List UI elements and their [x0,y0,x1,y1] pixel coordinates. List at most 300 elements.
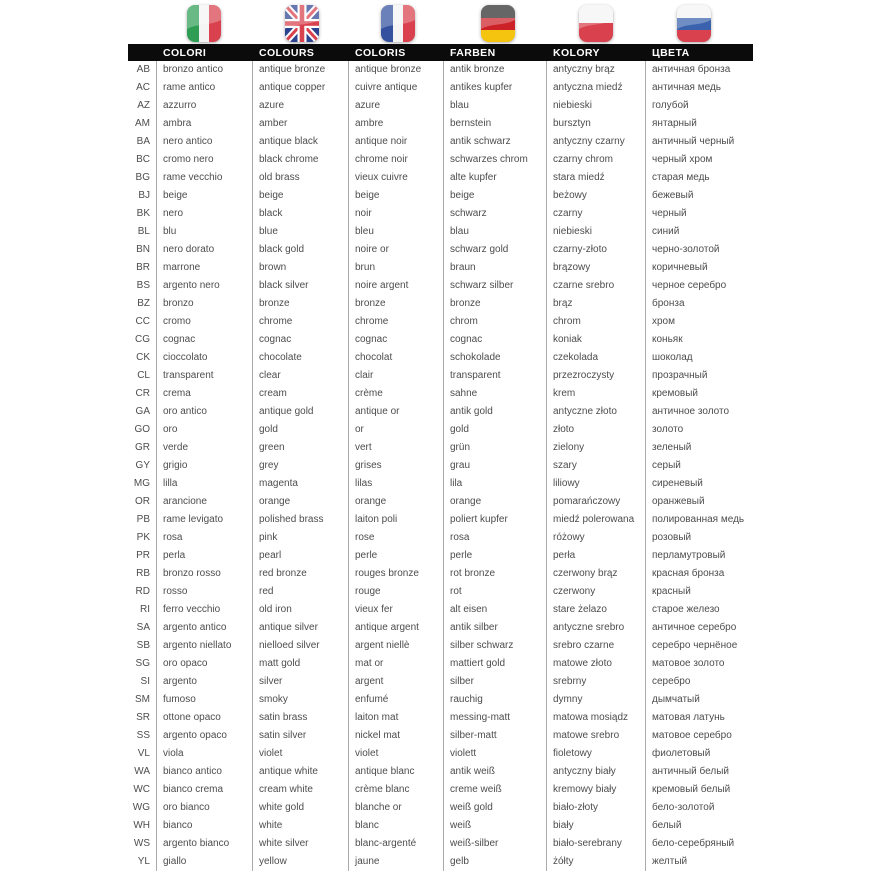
english-cell: azure [253,97,349,115]
english-cell: cream [253,385,349,403]
english-cell: gold [253,421,349,439]
english-cell: chrome [253,313,349,331]
french-cell: clair [349,367,444,385]
italian-cell: cognac [157,331,253,349]
code-cell: WA [128,763,157,781]
italian-cell: bronzo rosso [157,565,253,583]
russian-cell: античный белый [652,766,729,777]
code-cell: BG [128,169,157,187]
french-cell: bleu [349,223,444,241]
italian-cell: argento opaco [157,727,253,745]
table-row [128,529,875,547]
german-cell: silber-matt [444,727,547,745]
english-cell: old iron [253,601,349,619]
polish-cell: czerwony [547,583,646,601]
table-row [128,835,875,853]
italian-cell: cromo [157,313,253,331]
french-cell: cuivre antique [349,79,444,97]
french-cell: orange [349,493,444,511]
color-translations-table [128,61,875,871]
italian-cell: blu [157,223,253,241]
table-row [128,439,875,457]
russian-cell: прозрачный [652,370,708,381]
polish-cell: czerwony brąz [547,565,646,583]
german-cell: sahne [444,385,547,403]
french-cell: crème blanc [349,781,444,799]
german-cell: rauchig [444,691,547,709]
russian-cell: старая медь [652,172,710,183]
italian-cell: giallo [157,853,253,871]
russia-flag-icon [677,5,711,42]
table-row [128,583,875,601]
french-cell: cognac [349,331,444,349]
italian-cell: bronzo antico [157,61,253,79]
polish-cell: antyczny biały [547,763,646,781]
english-cell: red [253,583,349,601]
english-cell: black [253,205,349,223]
code-cell: CG [128,331,157,349]
polish-cell: czarny-złoto [547,241,646,259]
russian-cell: желтый [652,856,688,867]
english-cell: cream white [253,781,349,799]
polish-cell: pomarańczowy [547,493,646,511]
french-cell: lilas [349,475,444,493]
polish-cell: przezroczysty [547,367,646,385]
code-cell: GR [128,439,157,457]
table-row [128,295,875,313]
german-cell: antikes kupfer [444,79,547,97]
column-header-kolory: KOLORY [553,46,600,59]
german-cell: perle [444,547,547,565]
code-cell: VL [128,745,157,763]
table-row [128,349,875,367]
english-cell: pearl [253,547,349,565]
russian-cell: хром [652,316,675,327]
polish-cell: stara miedź [547,169,646,187]
german-cell: messing-matt [444,709,547,727]
french-cell: brun [349,259,444,277]
french-cell: noir [349,205,444,223]
english-cell: bronze [253,295,349,313]
code-cell: BJ [128,187,157,205]
german-cell: alte kupfer [444,169,547,187]
polish-cell: niebieski [547,97,646,115]
russian-cell: фиолетовый [652,748,711,759]
column-header-colours: COLOURS [259,46,315,59]
german-cell: gelb [444,853,547,871]
german-cell: gold [444,421,547,439]
table-header-bar [128,44,753,61]
english-cell: antique bronze [253,61,349,79]
english-cell: orange [253,493,349,511]
english-cell: yellow [253,853,349,871]
german-cell: orange [444,493,547,511]
french-cell: rose [349,529,444,547]
code-cell: BL [128,223,157,241]
english-cell: antique silver [253,619,349,637]
french-cell: antique blanc [349,763,444,781]
italian-cell: bronzo [157,295,253,313]
german-cell: schwarz [444,205,547,223]
english-cell: white silver [253,835,349,853]
russian-cell: античная бронза [652,64,731,75]
german-cell: bernstein [444,115,547,133]
italian-cell: nero dorato [157,241,253,259]
table-row [128,169,875,187]
french-cell: violet [349,745,444,763]
russian-cell: античный черный [652,136,735,147]
polish-cell: antyczny brąz [547,61,646,79]
italian-cell: oro [157,421,253,439]
table-row [128,151,875,169]
table-row [128,853,875,871]
column-header-farben: FARBEN [450,46,496,59]
english-cell: pink [253,529,349,547]
italian-cell: verde [157,439,253,457]
polish-cell: czarne srebro [547,277,646,295]
french-cell: noire argent [349,277,444,295]
german-cell: cognac [444,331,547,349]
russian-cell: черно-золотой [652,244,720,255]
italian-cell: ferro vecchio [157,601,253,619]
italian-cell: marrone [157,259,253,277]
russian-cell: старое железо [652,604,720,615]
russian-cell: синий [652,226,680,237]
polish-cell: beżowy [547,187,646,205]
french-cell: bronze [349,295,444,313]
table-row [128,655,875,673]
english-cell: white gold [253,799,349,817]
english-cell: satin brass [253,709,349,727]
polish-cell: bursztyn [547,115,646,133]
german-cell: weiß [444,817,547,835]
french-cell: vert [349,439,444,457]
french-cell: beige [349,187,444,205]
polish-cell: liliowy [547,475,646,493]
italian-cell: rame levigato [157,511,253,529]
russian-cell: матовая латунь [652,712,725,723]
table-row [128,475,875,493]
russian-cell: янтарный [652,118,697,129]
russian-cell: полированная медь [652,514,745,525]
code-cell: SS [128,727,157,745]
french-cell: blanc-argenté [349,835,444,853]
france-flag-icon [381,5,415,42]
italian-cell: argento antico [157,619,253,637]
italian-cell: argento niellato [157,637,253,655]
polish-cell: matowe złoto [547,655,646,673]
polish-cell: srebrny [547,673,646,691]
russian-cell: золото [652,424,684,435]
russian-cell: серый [652,460,681,471]
polish-cell: kremowy biały [547,781,646,799]
italian-cell: cromo nero [157,151,253,169]
polish-cell: dymny [547,691,646,709]
french-cell: rouges bronze [349,565,444,583]
german-cell: creme weiß [444,781,547,799]
polish-cell: biało-serebrany [547,835,646,853]
polish-cell: czekolada [547,349,646,367]
russian-cell: розовый [652,532,692,543]
italian-cell: lilla [157,475,253,493]
italian-cell: bianco crema [157,781,253,799]
italian-cell: bianco [157,817,253,835]
column-header-coloris: COLORIS [355,46,406,59]
german-cell: grün [444,439,547,457]
italian-cell: beige [157,187,253,205]
table-row [128,817,875,835]
french-cell: crème [349,385,444,403]
german-cell: bronze [444,295,547,313]
column-header-colori: COLORI [163,46,207,59]
code-cell: BR [128,259,157,277]
italian-cell: ottone opaco [157,709,253,727]
english-cell: blue [253,223,349,241]
polish-cell: chrom [547,313,646,331]
english-cell: black silver [253,277,349,295]
code-cell: RD [128,583,157,601]
russian-cell: бежевый [652,190,694,201]
table-row [128,565,875,583]
italian-cell: ambra [157,115,253,133]
table-row [128,277,875,295]
french-cell: ambre [349,115,444,133]
english-cell: black gold [253,241,349,259]
russian-cell: серебро чернёное [652,640,738,651]
polish-cell: krem [547,385,646,403]
italian-cell: rosa [157,529,253,547]
table-row [128,187,875,205]
polish-cell: perła [547,547,646,565]
table-row [128,493,875,511]
polish-cell: złoto [547,421,646,439]
table-row [128,223,875,241]
english-cell: white [253,817,349,835]
poland-flag-icon [579,5,613,42]
french-cell: azure [349,97,444,115]
german-cell: antik schwarz [444,133,547,151]
table-row [128,511,875,529]
russian-cell: черный хром [652,154,713,165]
code-cell: WG [128,799,157,817]
russian-cell: бронза [652,298,685,309]
code-cell: BS [128,277,157,295]
french-cell: antique bronze [349,61,444,79]
french-cell: mat or [349,655,444,673]
french-cell: chocolat [349,349,444,367]
italian-cell: grigio [157,457,253,475]
english-cell: antique gold [253,403,349,421]
table-row [128,421,875,439]
russian-cell: голубой [652,100,689,111]
russian-cell: шоколад [652,352,693,363]
polish-cell: antyczne srebro [547,619,646,637]
table-row [128,691,875,709]
german-cell: schokolade [444,349,547,367]
code-cell: BK [128,205,157,223]
code-cell: GY [128,457,157,475]
french-cell: rouge [349,583,444,601]
russian-cell: античное золото [652,406,730,417]
code-cell: PR [128,547,157,565]
french-cell: laiton poli [349,511,444,529]
table-row [128,331,875,349]
polish-cell: biało-złoty [547,799,646,817]
german-cell: antik gold [444,403,547,421]
polish-cell: koniak [547,331,646,349]
german-cell: transparent [444,367,547,385]
french-cell: perle [349,547,444,565]
german-cell: blau [444,97,547,115]
english-cell: brown [253,259,349,277]
french-cell: jaune [349,853,444,871]
russian-cell: дымчатый [652,694,700,705]
french-cell: grises [349,457,444,475]
table-row [128,781,875,799]
code-cell: GA [128,403,157,421]
english-cell: magenta [253,475,349,493]
italian-cell: viola [157,745,253,763]
code-cell: SA [128,619,157,637]
table-row [128,115,875,133]
german-cell: silber schwarz [444,637,547,655]
table-row [128,745,875,763]
russian-cell: матовое серебро [652,730,732,741]
table-row [128,457,875,475]
polish-cell: zielony [547,439,646,457]
italian-cell: arancione [157,493,253,511]
table-row [128,313,875,331]
code-cell: YL [128,853,157,871]
code-cell: BA [128,133,157,151]
code-cell: WC [128,781,157,799]
russian-cell: кремовый [652,388,699,399]
english-cell: nielloed silver [253,637,349,655]
english-cell: antique black [253,133,349,151]
english-cell: old brass [253,169,349,187]
russian-cell: красный [652,586,691,597]
french-cell: argent [349,673,444,691]
english-cell: red bronze [253,565,349,583]
code-cell: CK [128,349,157,367]
italian-cell: oro bianco [157,799,253,817]
code-cell: SR [128,709,157,727]
russian-cell: античное серебро [652,622,737,633]
table-row [128,385,875,403]
polish-cell: czarny [547,205,646,223]
table-row [128,205,875,223]
french-cell: enfumé [349,691,444,709]
german-cell: poliert kupfer [444,511,547,529]
german-cell: rot [444,583,547,601]
italian-cell: cioccolato [157,349,253,367]
code-cell: PB [128,511,157,529]
code-cell: AC [128,79,157,97]
russian-cell: черное серебро [652,280,727,291]
polish-cell: różowy [547,529,646,547]
english-cell: clear [253,367,349,385]
russian-cell: белый [652,820,682,831]
english-cell: smoky [253,691,349,709]
russian-cell: черный [652,208,687,219]
table-row [128,799,875,817]
code-cell: RI [128,601,157,619]
german-cell: antik silber [444,619,547,637]
italian-cell: transparent [157,367,253,385]
italian-cell: argento bianco [157,835,253,853]
table-row [128,619,875,637]
english-cell: chocolate [253,349,349,367]
code-cell: CL [128,367,157,385]
italian-cell: rosso [157,583,253,601]
table-row [128,727,875,745]
italian-cell: nero [157,205,253,223]
french-cell: blanc [349,817,444,835]
italian-cell: bianco antico [157,763,253,781]
italian-cell: argento nero [157,277,253,295]
french-cell: argent niellè [349,637,444,655]
german-cell: antik weiß [444,763,547,781]
russian-cell: античная медь [652,82,721,93]
german-cell: mattiert gold [444,655,547,673]
english-cell: antique white [253,763,349,781]
table-row [128,547,875,565]
german-cell: weiß-silber [444,835,547,853]
italian-cell: nero antico [157,133,253,151]
german-cell: lila [444,475,547,493]
code-cell: OR [128,493,157,511]
table-row [128,709,875,727]
russian-cell: бело-золотой [652,802,715,813]
table-row [128,79,875,97]
code-cell: AZ [128,97,157,115]
german-cell: grau [444,457,547,475]
polish-cell: brąz [547,295,646,313]
table-row [128,367,875,385]
code-cell: SG [128,655,157,673]
english-cell: satin silver [253,727,349,745]
german-cell: blau [444,223,547,241]
code-cell: CC [128,313,157,331]
french-cell: antique noir [349,133,444,151]
code-cell: WS [128,835,157,853]
german-cell: silber [444,673,547,691]
english-cell: beige [253,187,349,205]
russian-cell: матовое золото [652,658,725,669]
polish-cell: żółty [547,853,646,871]
table-row [128,673,875,691]
english-cell: antique copper [253,79,349,97]
english-cell: silver [253,673,349,691]
german-cell: braun [444,259,547,277]
english-cell: black chrome [253,151,349,169]
german-cell: alt eisen [444,601,547,619]
russian-cell: оранжевый [652,496,705,507]
russian-cell: перламутровый [652,550,726,561]
table-row [128,403,875,421]
code-cell: RB [128,565,157,583]
french-cell: noire or [349,241,444,259]
table-row [128,259,875,277]
united-kingdom-flag-icon [285,5,319,42]
table-row [128,97,875,115]
french-cell: vieux cuivre [349,169,444,187]
italian-cell: argento [157,673,253,691]
polish-cell: antyczne złoto [547,403,646,421]
table-row [128,241,875,259]
table-row [128,763,875,781]
polish-cell: miedź polerowana [547,511,646,529]
